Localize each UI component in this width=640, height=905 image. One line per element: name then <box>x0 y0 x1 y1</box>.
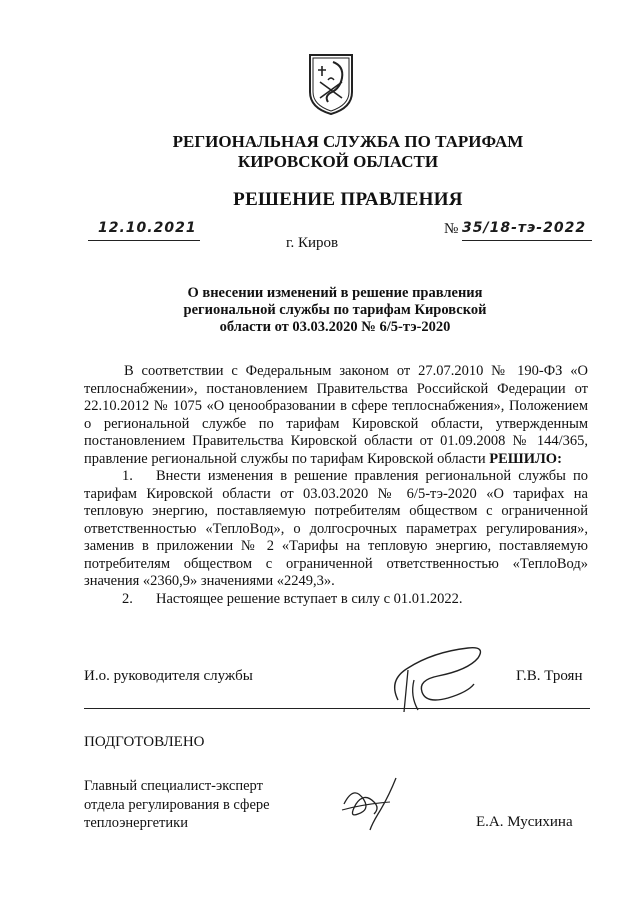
date-handwritten: 12.10.2021 <box>98 220 197 236</box>
resolved-word: РЕШИЛО: <box>489 450 562 467</box>
date-field <box>88 220 200 241</box>
signature-icon <box>378 640 490 716</box>
divider <box>84 708 590 709</box>
preamble-paragraph <box>84 363 588 468</box>
item-text: Настоящее решение вступает в силу с 01.01.2022. <box>156 590 463 607</box>
document-type-title: РЕШЕНИЕ ПРАВЛЕНИЯ <box>233 189 463 210</box>
document-body <box>84 363 588 608</box>
signatory-name: Г.В. Троян <box>516 668 583 684</box>
list-item <box>84 591 588 609</box>
preamble-text: В соответствии с Федеральным законом от 27.07.2010 № 190-ФЗ «О теплоснабжении», постановлением Правительства Российской Федерации от 22.10.2012 № 1075 «О ценообразовании в сфере теплоснабжения», Положением о региональной службе по тарифам Кировской области, утвержденным постановлением Правительства Кировской области от 01.09.2008 № 144/365, правление региональной службы по тарифам Кировской области <box>84 363 588 467</box>
number-sign: № <box>444 221 459 237</box>
signatory-role: И.о. руководителя службы <box>84 668 253 684</box>
signature-icon <box>334 774 412 832</box>
number-handwritten: 35/18-тэ-2022 <box>462 220 587 236</box>
prepared-label: ПОДГОТОВЛЕНО <box>84 734 205 750</box>
preparer-role-line2: отдела регулирования в сфере <box>84 796 270 813</box>
city: г. Киров <box>286 235 339 251</box>
coat-of-arms-icon <box>306 52 356 116</box>
org-name-line1: РЕГИОНАЛЬНАЯ СЛУЖБА ПО ТАРИФАМ <box>172 132 524 151</box>
org-name-line2: КИРОВСКОЙ ОБЛАСТИ <box>237 152 439 171</box>
document-subject <box>150 285 520 336</box>
subject-line3: области от 03.03.2020 № 6/5-тэ-2020 <box>219 319 451 335</box>
item-text: Внести изменения в решение правления региональной службы по тарифам Кировской области от 03.03.2020 № 6/5-тэ-2020 «О тарифах на тепловую энергию, поставляемую потребителям обществом с ограниченной ответственностью «ТеплоВод», о долгосрочных параметрах регулирования», заменив в приложении № 2 «Тарифы на тепловую энергию, поставляемую потребителям обществом с ограниченной ответственностью «ТеплоВод» значения «2360,9» значениями «2249,3». <box>84 468 588 589</box>
list-item <box>84 468 588 591</box>
preparer-role-line1: Главный специалист-эксперт <box>84 778 263 794</box>
preparer-name: Е.А. Мусихина <box>476 814 573 830</box>
item-number: 1. <box>122 468 133 484</box>
subject-line2: региональной службы по тарифам Кировской <box>183 302 487 318</box>
preparer-role-line3: теплоэнергетики <box>84 815 188 831</box>
preparer-role <box>84 777 270 833</box>
subject-line1: О внесении изменений в решение правления <box>187 285 483 301</box>
item-number: 2. <box>122 590 133 607</box>
number-field <box>462 220 592 241</box>
